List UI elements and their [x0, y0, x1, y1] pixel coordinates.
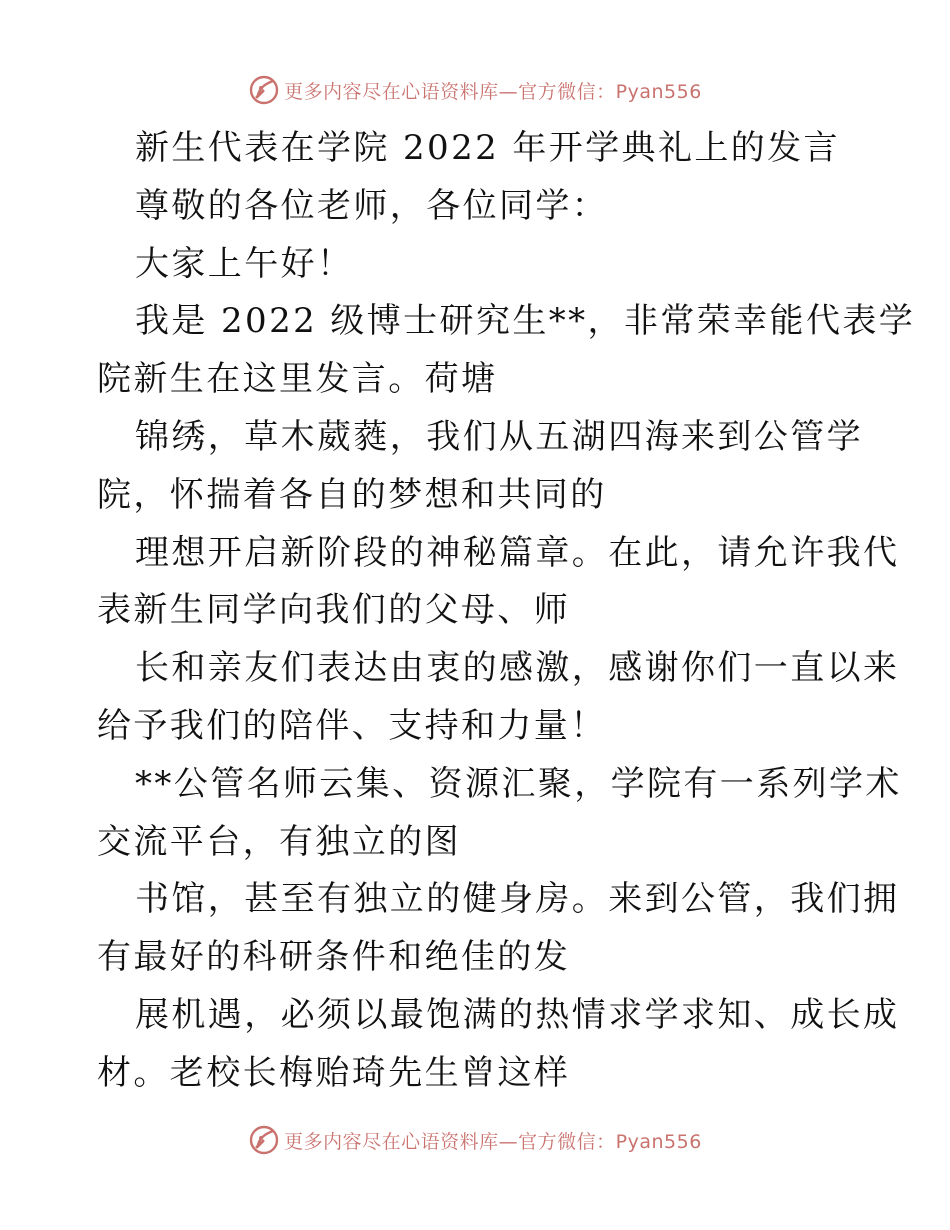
paragraph-line: 给予我们的陪伴、支持和力量！	[97, 705, 607, 746]
paragraph-line: 院新生在这里发言。荷塘	[97, 359, 498, 400]
watermark-text: 更多内容尽在心语资料库—官方微信：Pyan556	[284, 1130, 702, 1153]
paragraph-line: 理想开启新阶段的神秘篇章。在此，请允许我代	[135, 532, 900, 573]
paragraph-line: 我是 2022 级博士研究生**，非常荣幸能代表学	[135, 301, 916, 342]
paragraph-line: 展机遇，必须以最饱满的热情求学求知、成长成	[135, 994, 900, 1035]
greeting: 大家上午好！	[135, 243, 354, 284]
paragraph-line: 书馆，甚至有独立的健身房。来到公管，我们拥	[135, 879, 900, 920]
document-body	[97, 120, 916, 1103]
paragraph-line: 长和亲友们表达由衷的感激，感谢你们一直以来	[135, 648, 900, 689]
paragraph-line: 材。老校长梅贻琦先生曾这样	[97, 1052, 571, 1093]
paragraph-line: 表新生同学向我们的父母、师	[97, 590, 571, 631]
paragraph-line: **公管名师云集、资源汇聚，学院有一系列学术	[135, 763, 902, 804]
speech-title: 新生代表在学院 2022 年开学典礼上的发言	[135, 128, 840, 168]
watermark-banner-top	[0, 70, 950, 110]
paragraph-line: 交流平台，有独立的图	[97, 821, 461, 862]
brand-logo-icon	[248, 1124, 280, 1156]
watermark-banner-bottom	[0, 1120, 950, 1160]
paragraph-line: 院，怀揣着各自的梦想和共同的	[97, 474, 607, 515]
salutation: 尊敬的各位老师，各位同学：	[135, 185, 609, 226]
paragraph-line: 有最好的科研条件和绝佳的发	[97, 937, 571, 978]
watermark-text: 更多内容尽在心语资料库—官方微信：Pyan556	[284, 80, 702, 103]
brand-logo-icon	[248, 74, 280, 106]
paragraph-line: 锦绣，草木葳蕤，我们从五湖四海来到公管学	[135, 416, 863, 457]
